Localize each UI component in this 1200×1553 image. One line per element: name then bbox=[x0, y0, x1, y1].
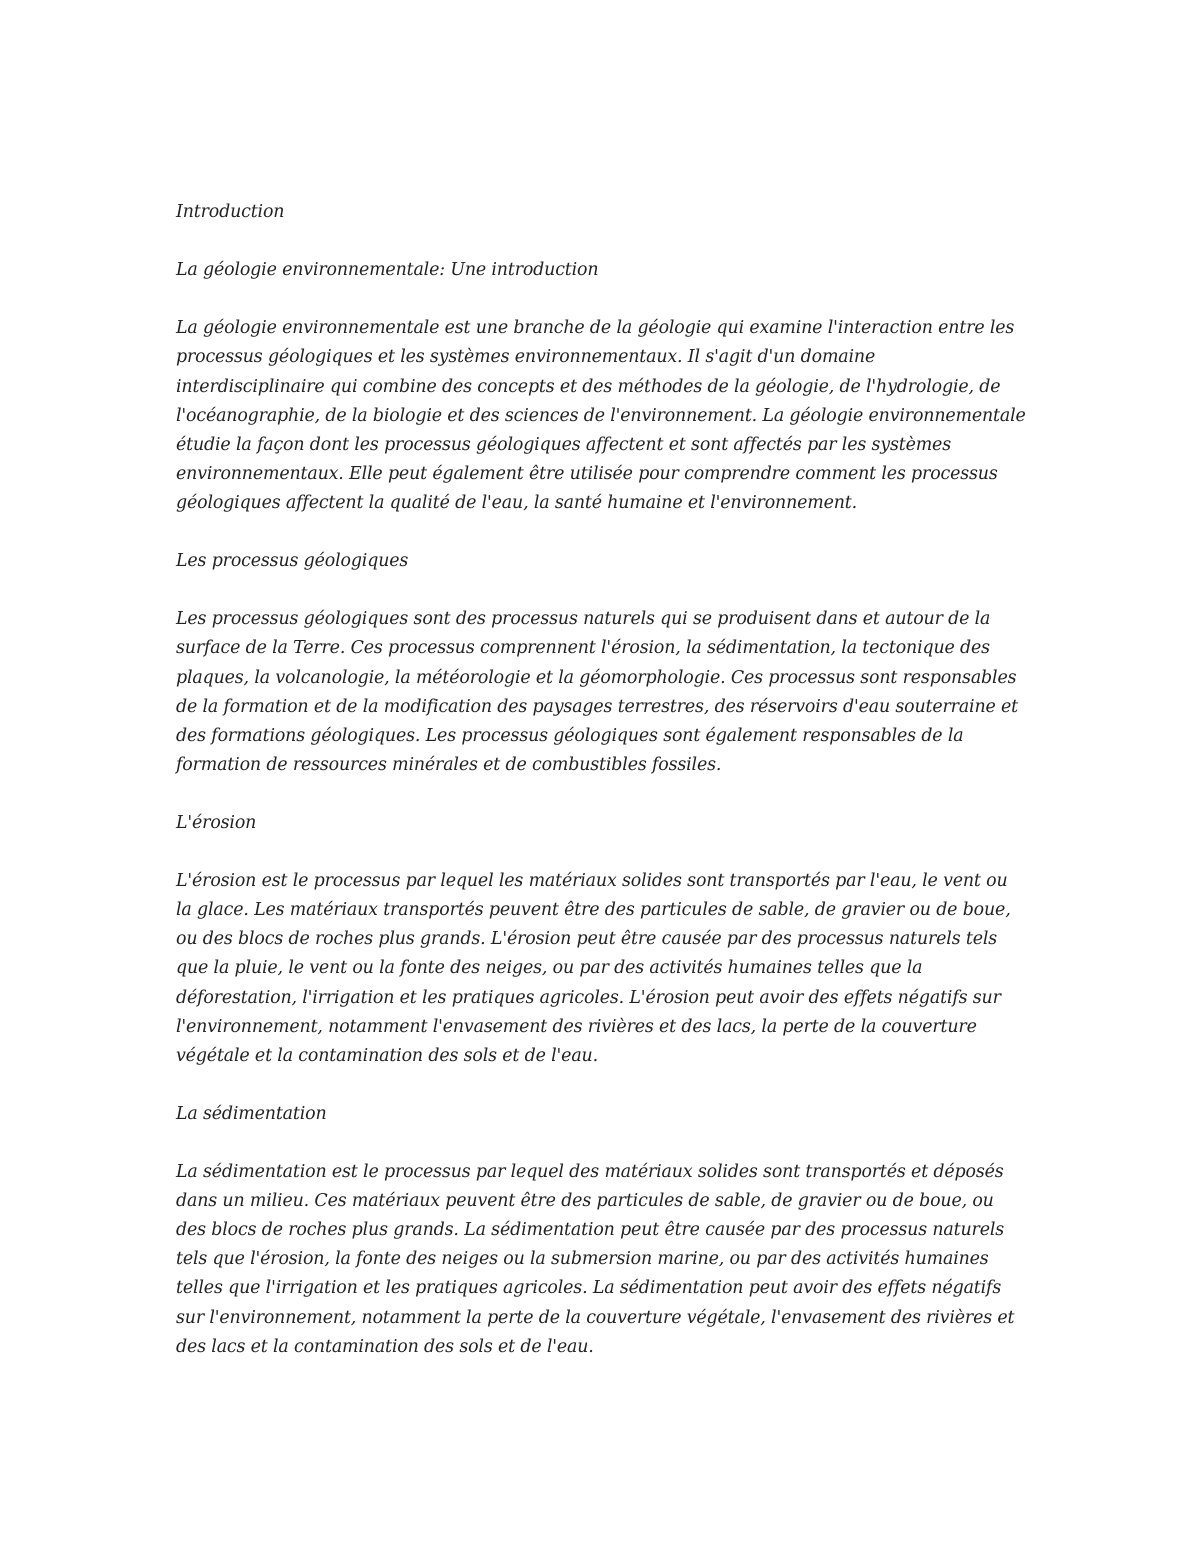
document-title: Introduction bbox=[176, 202, 285, 222]
section-heading-processus: Les processus géologiques bbox=[176, 551, 409, 572]
section-body-processus: Les processus géologiques sont des processus naturels qui se produisent dans et autour de la surface de la Terre. Ces processus comprennent l'érosion, la sédimentation, la tectonique des plaques, la volcanologie, la météorologie et la géomorphologie. Ces processus sont responsables de la formation et de la modification des paysages terrestres, des réservoirs d'eau souterraine et des formations géologiques. Les processus géologiques sont également responsables de la formation de ressources minérales et de combustibles fossiles. bbox=[176, 609, 1019, 775]
intro-paragraph: La géologie environnementale est une branche de la géologie qui examine l'interaction entre les processus géologiques et les systèmes environnementaux. Il s'agit d'un domaine interdisciplinaire qui combine des concepts et des méthodes de la géologie, de l'hydrologie, de l'océanographie, de la biologie et des sciences de l'environnement. La géologie environnementale étudie la façon dont les processus géologiques affectent et sont affectés par les systèmes environnementaux. Elle peut également être utilisée pour comprendre comment les processus géologiques affectent la qualité de l'eau, la santé humaine et l'environnement. bbox=[176, 318, 1026, 513]
section-heading-erosion: L'érosion bbox=[176, 812, 257, 833]
section-body-erosion: L'érosion est le processus par lequel les matériaux solides sont transportés par l'eau, le vent ou la glace. Les matériaux transportés peuvent être des particules de sable, de gravier ou de boue, ou des blocs de roches plus grands. L'érosion peut être causée par des processus naturels tels que la pluie, le vent ou la fonte des neiges, ou par des activités humaines telles que la déforestation, l'irrigation et les pratiques agricoles. L'érosion peut avoir des effets négatifs sur l'environnement, notamment l'envasement des rivières et des lacs, la perte de la couverture végétale et la contamination des sols et de l'eau. bbox=[176, 871, 1011, 1066]
document-subtitle: La géologie environnementale: Une introduction bbox=[176, 260, 599, 281]
section-heading-sedimentation: La sédimentation bbox=[176, 1103, 327, 1124]
document-page bbox=[176, 198, 1026, 1391]
section-body-sedimentation: La sédimentation est le processus par lequel des matériaux solides sont transportés et déposés dans un milieu. Ces matériaux peuvent être des particules de sable, de gravier ou de boue, ou des blocs de roches plus grands. La sédimentation peut être causée par des processus naturels tels que l'érosion, la fonte des neiges ou la submersion marine, ou par des activités humaines telles que l'irrigation et les pratiques agricoles. La sédimentation peut avoir des effets négatifs sur l'environnement, notamment la perte de la couverture végétale, l'envasement des rivières et des lacs et la contamination des sols et de l'eau. bbox=[176, 1162, 1015, 1357]
